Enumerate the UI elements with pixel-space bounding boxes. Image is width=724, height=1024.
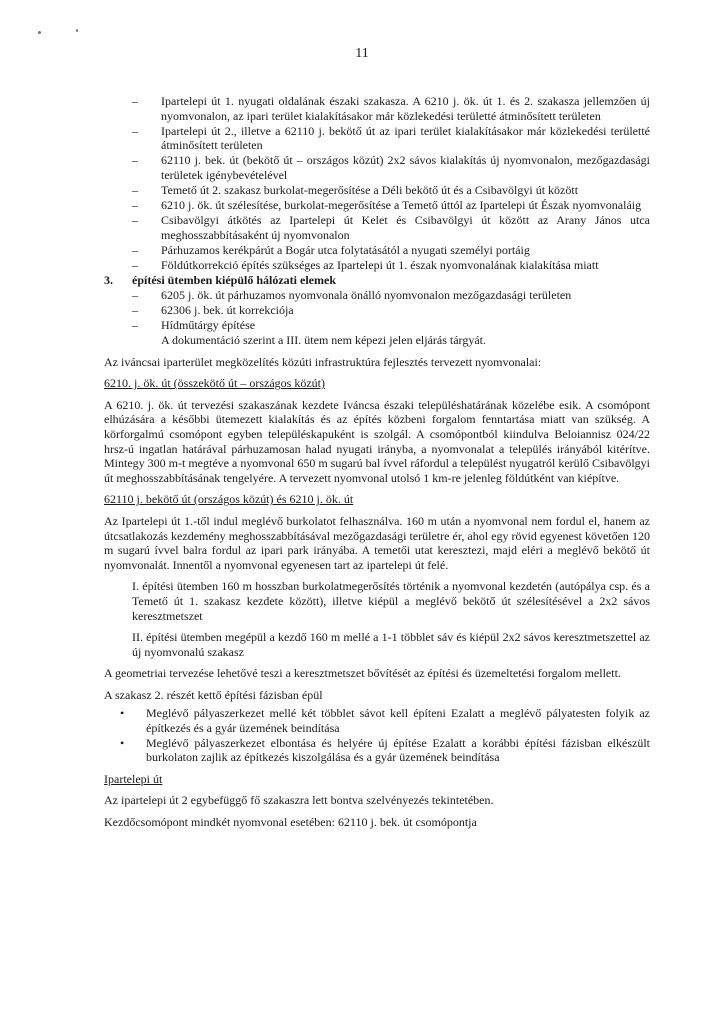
ipartelepi-paragraph: Az ipartelepi út 2 egybefüggő fő szakaszra lett bontva szelvényezés tekintetében.	[104, 793, 494, 808]
list-item: • Meglévő pályaszerkezet mellé két többlet sávot kell építeni Ezalatt a meglévő pályatesten folyik az építkezés és a gyár üzemének beindítása	[120, 706, 650, 736]
bullet-marker: •	[120, 735, 125, 750]
intro-paragraph: Az iváncsai iparterület megközelítés közúti infrastruktúra fejlesztés tervezett nyomvonalai:	[104, 354, 542, 369]
page-number: 11	[355, 46, 369, 61]
geometry-paragraph: A geometriai tervezése lehetővé teszi a keresztmetszet bővítését az építési és üzemeltetési forgalom mellett.	[104, 666, 621, 681]
dash-marker: –	[132, 94, 138, 108]
section-three-heading: 3. építési ütemben kiépülő hálózati elemek	[104, 273, 336, 288]
section-two-paragraph: A szakasz 2. részét kettő építési fázisban épül	[104, 687, 323, 702]
scan-speck	[76, 29, 78, 32]
list-item: – Temető út 2. szakasz burkolat-megerősítése a Déli bekötő út és a Csibavölgyi út között	[132, 183, 579, 198]
list-item: – 62306 j. bek. út korrekciója	[132, 302, 294, 317]
list-item: – Csibavölgyi átkötés az Ipartelepi út Kelet és Csibavölgyi út között az Arany János utca meghosszabbításaként új nyomvonalon	[132, 213, 650, 242]
list-item: – Földútkorrekció építés szükséges az Ipartelepi út 1. észak nyomvonalának kialakítása miatt	[132, 258, 599, 273]
scan-speck	[38, 31, 41, 34]
bullet-marker: •	[120, 706, 125, 721]
start-junction-paragraph: Kezdőcsomópont mindkét nyomvonal esetében: 62110 j. bek. út csomópontja	[104, 815, 477, 830]
dash-marker: –	[132, 213, 138, 228]
list-item: – Párhuzamos kerékpárút a Bogár utca folytatásától a nyugati személyi portáig	[132, 242, 530, 257]
list-item: – Ipartelepi út 1. nyugati oldalának északi szakasza. A 6210 j. ök. út 1. és 2. szakasza jellemzően új nyomvonalon, az ipari terület kialakításakor már közlekedési területté átminősített területen	[132, 94, 650, 123]
dash-marker: –	[132, 317, 138, 332]
list-item: – 62110 j. bek. út (bekötő út – országos közút) 2x2 sávos kialakítás új nyomvonalon, mezőgazdasági területek igénybevételével	[132, 153, 650, 182]
phase-one-paragraph: I. építési ütemben 160 m hosszban burkolatmegerősítés történik a nyomvonal kezdetén (autópálya csp. és a Temető út 1. szakasz kezdete között), illetve kiépül a meglévő bekötő út szélesítésével a 2x2 sávos keresztmetszet	[132, 579, 650, 623]
dash-marker: –	[132, 198, 138, 213]
list-item: – Hídműtárgy építése	[132, 317, 256, 332]
phase-three-note: A dokumentáció szerint a III. ütem nem képezi jelen eljárás tárgyát.	[161, 333, 486, 347]
construction-phase-list	[104, 706, 650, 764]
document-body	[104, 94, 650, 830]
dash-marker: –	[132, 242, 138, 257]
dash-marker: –	[132, 153, 138, 168]
phase-two-list	[104, 94, 650, 273]
dash-marker: –	[132, 183, 138, 198]
heading-ipartelepi: Ipartelepi út	[104, 771, 163, 786]
paragraph-6210: A 6210. j. ök. út tervezési szakaszának kezdete Iváncsa északi településhatárának közelébe esik. A csomópont elhúzására a későbbi ütemezett kialakítás és az építés közbeni forgalom fenntartása miatt van szükség. A körforgalmú csomópont egyben településkapuként is szolgál. A csomópontból kiindulva Beloiannisz 024/22 hrsz-ú ingatlan határával párhuzamosan halad nyugati irányba, a nyomvonalat a település irányából kitérítve. Mintegy 300 m-t megtéve a nyomvonal 650 m sugarú bal ívvel ráfordul a települést nyugatról kerülő Csibavölgyi út meghosszabbításának tengelyére. A tervezett nyomvonal utolsó 1 km-re jelenleg földútként van kiépítve.	[104, 397, 650, 485]
dash-marker: –	[132, 287, 138, 302]
heading-62110: 62110 j. bekötő út (országos közút) és 6210 j. ök. út	[104, 492, 354, 507]
dash-marker: –	[132, 123, 138, 138]
dash-marker: –	[132, 258, 138, 273]
phase-two-paragraph: II. építési ütemben megépül a kezdő 160 m mellé a 1-1 többlet sáv és kiépül 2x2 sávos keresztmetszettel az új nyomvonalú szakasz	[132, 630, 650, 659]
list-item: – 6205 j. ök. út párhuzamos nyomvonala önálló nyomvonalon mezőgazdasági területen	[132, 287, 572, 302]
paragraph-62110: Az Ipartelepi út 1.-től indul meglévő burkolatot felhasználva. 160 m után a nyomvonal nem fordul el, hanem az útcsatlakozás kezdemény meghosszabbításával mezőgazdasági területre ér, ahol egy rövid egyenest követően 120 m sugarú ívvel balra fordul az ipari park irányába. A temetői utat keresztezi, majd eléri a meglévő bekötő út nyomvonalát. Innentől a nyomvonal egyenesen tart az ipartelepi út felé.	[104, 513, 650, 572]
list-item: – 6210 j. ök. út szélesítése, burkolat-megerősítése a Temető úttól az Ipartelepi út Észak nyomvonaláig	[132, 198, 642, 213]
dash-marker: –	[132, 302, 138, 317]
heading-6210: 6210. j. ök. út (összekötő út – országos közút)	[104, 376, 325, 391]
phase-three-list	[104, 288, 650, 333]
list-item: – Ipartelepi út 2., illetve a 62110 j. bekötő út az ipari terület kialakításakor már közlekedési területté átminősített területen	[132, 123, 650, 153]
list-item: • Meglévő pályaszerkezet elbontása és helyére új építése Ezalatt a korábbi építési fázisban elkészült burkolaton zajlik az építkezés kiszolgálása és a gyár üzemének beindítása	[120, 735, 650, 765]
